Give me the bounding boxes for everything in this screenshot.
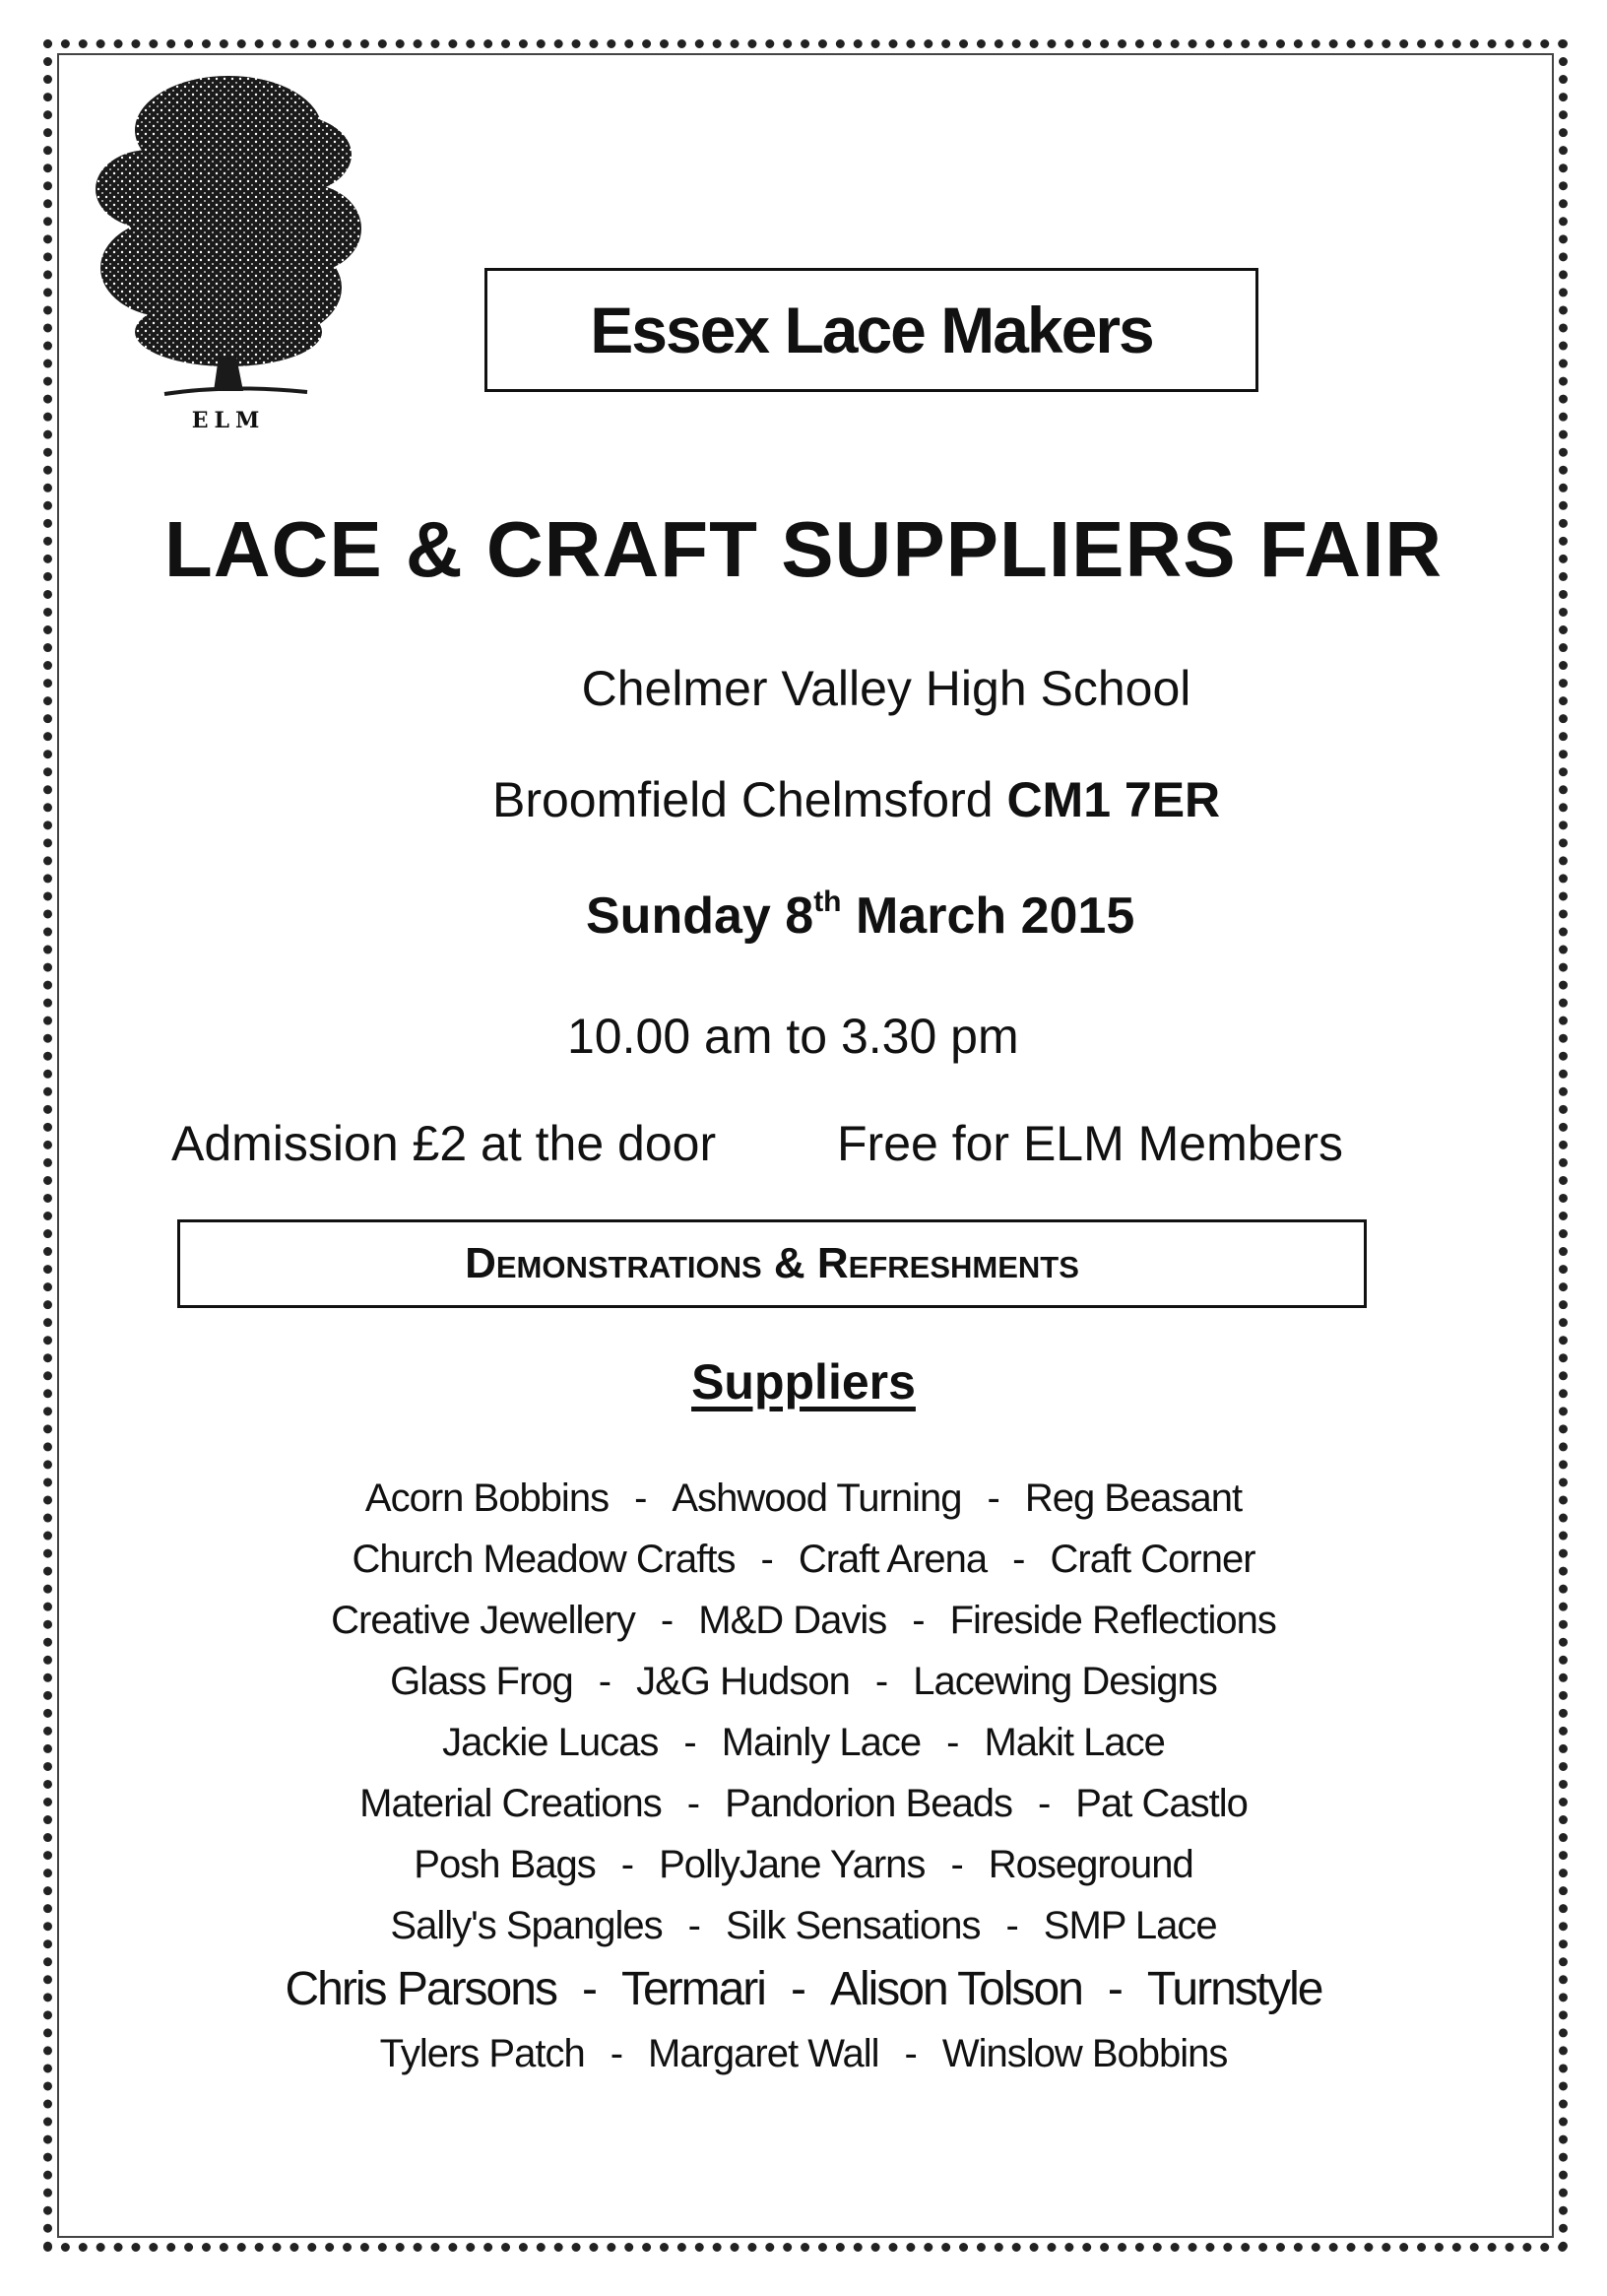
- supplier-separator: -: [687, 1904, 700, 1947]
- supplier-name: M&D Davis: [698, 1599, 887, 1642]
- supplier-name: Silk Sensations: [725, 1904, 981, 1947]
- supplier-separator: -: [946, 1721, 959, 1764]
- organization-title-box: [484, 268, 1258, 392]
- supplier-name: Pandorion Beads: [725, 1782, 1012, 1825]
- supplier-name: SMP Lace: [1043, 1904, 1217, 1947]
- date-month-year: March 2015: [855, 887, 1135, 945]
- event-date: [586, 886, 1134, 946]
- supplier-separator: -: [904, 2032, 917, 2075]
- supplier-name: Turnstyle: [1146, 1963, 1322, 2015]
- supplier-name: Material Creations: [359, 1782, 662, 1825]
- logo-label: ELM: [191, 408, 266, 433]
- admission-price: Admission £2 at the door: [171, 1116, 717, 1171]
- supplier-name: Tylers Patch: [379, 2032, 585, 2075]
- supplier-separator: -: [790, 1963, 804, 2015]
- supplier-name: Posh Bags: [414, 1843, 596, 1886]
- banner-text: Demonstrations & Refreshments: [465, 1239, 1079, 1287]
- supplier-name: Mainly Lace: [721, 1721, 922, 1764]
- supplier-name: Roseground: [988, 1843, 1193, 1886]
- supplier-name: Makit Lace: [984, 1721, 1165, 1764]
- supplier-name: Termari: [620, 1963, 765, 2015]
- supplier-name: Margaret Wall: [648, 2032, 879, 2075]
- event-time: 10.00 am to 3.30 pm: [567, 1009, 1019, 1064]
- event-title: LACE & CRAFT SUPPLIERS FAIR: [163, 505, 1444, 593]
- elm-tree-logo: [81, 61, 376, 435]
- supplier-name: Fireside Reflections: [949, 1599, 1276, 1642]
- supplier-separator: -: [610, 2032, 623, 2075]
- supplier-name: Church Meadow Crafts: [352, 1538, 736, 1581]
- supplier-separator: -: [950, 1843, 963, 1886]
- address-postcode: CM1 7ER: [1006, 772, 1221, 827]
- supplier-row: [0, 1651, 1607, 1712]
- date-day: Sunday 8: [586, 887, 814, 945]
- supplier-separator: -: [683, 1721, 696, 1764]
- supplier-name: Jackie Lucas: [442, 1721, 659, 1764]
- supplier-separator: -: [1037, 1782, 1051, 1825]
- supplier-row: [0, 1834, 1607, 1895]
- supplier-separator: -: [1012, 1538, 1025, 1581]
- supplier-separator: -: [1107, 1963, 1122, 2015]
- supplier-row: [0, 1712, 1607, 1773]
- supplier-separator: -: [760, 1538, 773, 1581]
- supplier-row: [0, 1956, 1607, 2023]
- supplier-name: Alison Tolson: [829, 1963, 1082, 2015]
- supplier-separator: -: [987, 1476, 999, 1520]
- supplier-separator: -: [634, 1476, 647, 1520]
- supplier-name: Lacewing Designs: [913, 1660, 1217, 1703]
- supplier-name: Sally's Spangles: [390, 1904, 663, 1947]
- member-admission: Free for ELM Members: [837, 1116, 1344, 1171]
- event-venue: Chelmer Valley High School: [581, 661, 1191, 716]
- supplier-name: Glass Frog: [390, 1660, 573, 1703]
- supplier-row: [0, 1590, 1607, 1651]
- supplier-separator: -: [686, 1782, 700, 1825]
- supplier-separator: -: [912, 1599, 925, 1642]
- supplier-row: [0, 2023, 1607, 2084]
- demonstrations-banner: [177, 1219, 1367, 1308]
- tree-icon: [81, 61, 376, 406]
- supplier-name: Pat Castlo: [1075, 1782, 1248, 1825]
- suppliers-list: [0, 1468, 1607, 2084]
- supplier-name: Ashwood Turning: [672, 1476, 962, 1520]
- supplier-name: J&G Hudson: [636, 1660, 850, 1703]
- supplier-row: [0, 1773, 1607, 1834]
- date-suffix: th: [813, 886, 842, 918]
- supplier-separator: -: [660, 1599, 674, 1642]
- supplier-row: [0, 1468, 1607, 1529]
- event-address: [492, 771, 1220, 828]
- organization-name: Essex Lace Makers: [590, 294, 1153, 366]
- supplier-separator: -: [620, 1843, 634, 1886]
- address-town: Broomfield Chelmsford: [492, 772, 994, 827]
- suppliers-heading: Suppliers: [691, 1354, 916, 1410]
- supplier-name: Creative Jewellery: [331, 1599, 635, 1642]
- supplier-name: PollyJane Yarns: [659, 1843, 926, 1886]
- supplier-separator: -: [581, 1963, 596, 2015]
- supplier-name: Acorn Bobbins: [364, 1476, 610, 1520]
- supplier-row: [0, 1529, 1607, 1590]
- supplier-row: [0, 1895, 1607, 1956]
- supplier-name: Chris Parsons: [285, 1963, 556, 2015]
- supplier-name: Reg Beasant: [1024, 1476, 1243, 1520]
- supplier-name: Winslow Bobbins: [941, 2032, 1228, 2075]
- supplier-separator: -: [874, 1660, 888, 1703]
- supplier-name: Craft Arena: [798, 1538, 988, 1581]
- supplier-separator: -: [598, 1660, 611, 1703]
- supplier-separator: -: [1005, 1904, 1018, 1947]
- supplier-name: Craft Corner: [1050, 1538, 1255, 1581]
